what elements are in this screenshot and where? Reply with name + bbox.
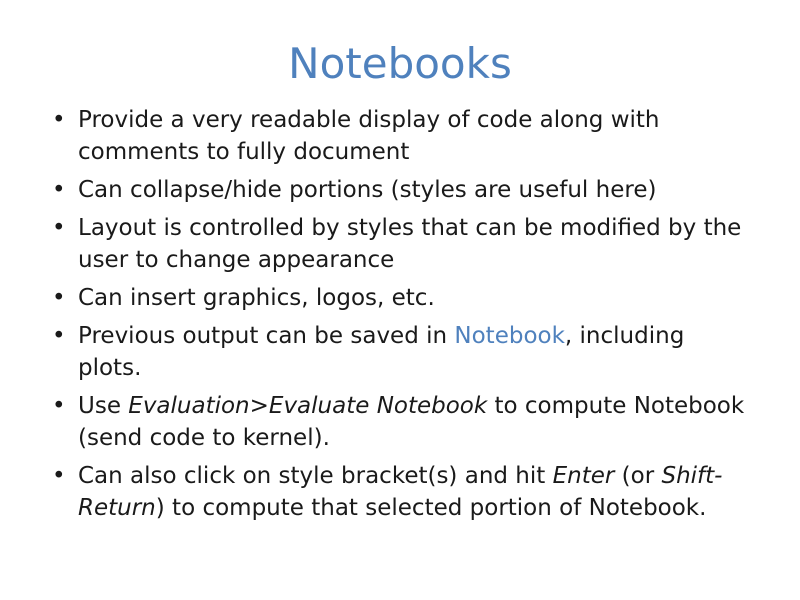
bullet-text: (or bbox=[614, 463, 662, 489]
bullet-item bbox=[50, 104, 750, 168]
bullet-marker-icon: • bbox=[52, 285, 66, 311]
bullet-text: Use bbox=[78, 393, 129, 419]
bullet-text: to compute Notebook (send code to kernel). bbox=[78, 393, 745, 451]
bullet-item bbox=[50, 282, 750, 314]
bullet-item bbox=[50, 174, 750, 206]
bullet-text: ) to compute that selected portion of Notebook. bbox=[155, 495, 707, 521]
bullet-text: Can insert graphics, logos, etc. bbox=[78, 285, 435, 311]
bullet-item bbox=[50, 390, 750, 454]
bullet-marker-icon: • bbox=[52, 463, 66, 489]
bullet-text: Previous output can be saved in bbox=[78, 323, 455, 349]
bullet-item bbox=[50, 460, 750, 524]
slide-title: Notebooks bbox=[288, 39, 512, 88]
bullet-marker-icon: • bbox=[52, 215, 66, 241]
bullet-item bbox=[50, 212, 750, 276]
bullet-marker-icon: • bbox=[52, 393, 66, 419]
key-name-text: Shift-Return bbox=[78, 463, 723, 521]
notebook-link-text: Notebook bbox=[454, 323, 565, 349]
bullet-item bbox=[50, 320, 750, 384]
bullet-text: Can also click on style bracket(s) and hit bbox=[78, 463, 553, 489]
bullet-text: Provide a very readable display of code along with comments to fully document bbox=[78, 107, 660, 165]
bullet-list bbox=[50, 104, 750, 530]
key-name-text: Enter bbox=[552, 463, 615, 489]
bullet-text: , including plots. bbox=[78, 323, 685, 381]
bullet-marker-icon: • bbox=[52, 177, 66, 203]
bullet-text: Layout is controlled by styles that can be modified by the user to change appearance bbox=[78, 215, 742, 273]
menu-path-text: Evaluation>Evaluate Notebook bbox=[128, 393, 488, 419]
bullet-marker-icon: • bbox=[52, 323, 66, 349]
bullet-text: Can collapse/hide portions (styles are useful here) bbox=[78, 177, 657, 203]
bullet-marker-icon: • bbox=[52, 107, 66, 133]
